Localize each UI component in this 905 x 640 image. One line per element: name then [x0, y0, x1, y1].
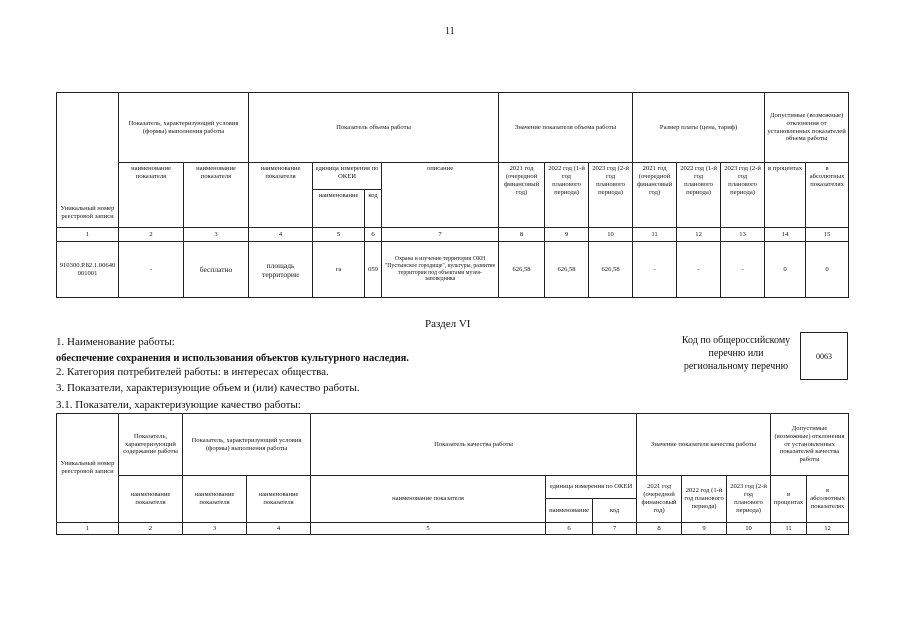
subheader-value-2022: 2022 год (1-й год планового периода) [545, 163, 589, 228]
registry-code-label: Код по общероссийскому перечню или региональному перечню [681, 335, 791, 372]
col-number: 3 [184, 228, 249, 242]
subheader-name-2: наименование показателя [183, 476, 247, 523]
header-unique-number: Уникальный номер реестровой записи [57, 93, 119, 228]
header-conditions: Показатель, характеризующий условия (формы) выполнения работы [119, 93, 249, 163]
col-number: 13 [721, 228, 765, 242]
consumer-category: 2. Категория потребителей работы: в интересах общества. [56, 366, 329, 378]
cell-description: Охрана и изучение территории ОКН "Пустынское городище", культуры, развитие территории под объектами музея-заповедника [382, 242, 499, 298]
work-name-label: 1. Наименование работы: [56, 336, 175, 348]
header-quality-value: Значение показателя качества работы [637, 414, 771, 476]
subheader-percent: в процентах [765, 163, 806, 228]
subheader-value-2023: 2023 год (2-й год планового периода) [589, 163, 633, 228]
col-number: 4 [247, 523, 311, 535]
subheader-fee-2022: 2022 год (1-й год планового периода) [677, 163, 721, 228]
header-volume-value: Значение показателя объема работы [499, 93, 633, 163]
col-number: 14 [765, 228, 806, 242]
subheader-unit-code: код [365, 190, 382, 228]
subheader-name-2: наименование показателя [184, 163, 249, 228]
col-number: 1 [57, 523, 119, 535]
subheader-fee-2021: 2021 год (очередной финансовый год) [633, 163, 677, 228]
col-number: 6 [365, 228, 382, 242]
header-volume-indicator: Показатель объема работы [249, 93, 499, 163]
header-unique-number: Уникальный номер реестровой записи [57, 414, 119, 523]
subheader-unit: единица измерения по ОКЕИ [546, 476, 637, 499]
subheader-absolute: в абсолютных показателях [806, 163, 849, 228]
header-content: Показатель, характеризующий содержание работы [119, 414, 183, 476]
col-number: 1 [57, 228, 119, 242]
col-number: 2 [119, 523, 183, 535]
col-number: 15 [806, 228, 849, 242]
subheader-name-1: наименование показателя [119, 163, 184, 228]
col-number: 8 [637, 523, 682, 535]
subheader-value-2022: 2022 год (1-й год планового периода) [682, 476, 727, 523]
subheader-value-2021: 2021 год (очередной финансовый год) [637, 476, 682, 523]
subheader-unit: единица измерения по ОКЕИ [313, 163, 382, 190]
header-deviations: Допустимые (возможные) отклонения от установленных показателей качества работы [771, 414, 849, 476]
volume-indicators-table [56, 92, 849, 298]
quality-indicators-table [56, 413, 849, 535]
col-number: 3 [183, 523, 247, 535]
subheader-absolute: в абсолютных показателях [807, 476, 849, 523]
col-number: 11 [633, 228, 677, 242]
col-number: 4 [249, 228, 313, 242]
cell-content: - [119, 242, 184, 298]
col-number: 12 [807, 523, 849, 535]
cell-indicator-name: площадь территории [249, 242, 313, 298]
cell-deviation-absolute: 0 [806, 242, 849, 298]
header-fee: Размер платы (цена, тариф) [633, 93, 765, 163]
col-number: 7 [382, 228, 499, 242]
quality-indicators-heading: 3.1. Показатели, характеризующие качество работы: [56, 399, 301, 411]
subheader-unit-name: наименование [546, 499, 593, 523]
cell-value-2022: 626,58 [545, 242, 589, 298]
cell-fee-2022: - [677, 242, 721, 298]
subheader-name-3: наименование показателя [249, 163, 313, 228]
work-name-value: обеспечение сохранения и использования объектов культурного наследия. [56, 353, 409, 364]
subheader-fee-2023: 2023 год (2-й год планового периода) [721, 163, 765, 228]
col-number: 7 [593, 523, 637, 535]
col-number: 10 [589, 228, 633, 242]
col-number: 10 [727, 523, 771, 535]
header-quality-indicator: Показатель качества работы [311, 414, 637, 476]
subheader-unit-name: наименование [313, 190, 365, 228]
subheader-value-2023: 2023 год (2-й год планового периода) [727, 476, 771, 523]
cell-unit-code: 059 [365, 242, 382, 298]
col-number: 9 [545, 228, 589, 242]
cell-value-2021: 626,58 [499, 242, 545, 298]
page-number: 11 [445, 26, 455, 37]
col-number: 6 [546, 523, 593, 535]
cell-value-2023: 626,58 [589, 242, 633, 298]
col-number: 11 [771, 523, 807, 535]
col-number: 8 [499, 228, 545, 242]
subheader-percent: в процентах [771, 476, 807, 523]
subheader-name-1: наименование показателя [119, 476, 183, 523]
header-conditions: Показатель, характеризующий условия (формы) выполнения работы [183, 414, 311, 476]
indicators-heading: 3. Показатели, характеризующие объем и (или) качество работы. [56, 382, 360, 394]
cell-condition: бесплатно [184, 242, 249, 298]
col-number: 5 [311, 523, 546, 535]
subheader-indicator-name: наименование показателя [311, 476, 546, 523]
cell-unit-name: га [313, 242, 365, 298]
cell-deviation-percent: 0 [765, 242, 806, 298]
col-number: 9 [682, 523, 727, 535]
col-number: 2 [119, 228, 184, 242]
registry-code: 910300.Р.82.1.00640001001 [57, 242, 119, 298]
header-deviations: Допустимые (возможные) отклонения от установленных показателей объема работы [765, 93, 849, 163]
cell-fee-2021: - [633, 242, 677, 298]
subheader-name-3: наименование показателя [247, 476, 311, 523]
section-title: Раздел VI [425, 318, 471, 330]
table-row [57, 242, 849, 298]
subheader-value-2021: 2021 год (очередной финансовый год) [499, 163, 545, 228]
cell-fee-2023: - [721, 242, 765, 298]
col-number: 12 [677, 228, 721, 242]
registry-code-value: 0063 [816, 351, 832, 361]
registry-code-box [800, 332, 848, 380]
subheader-unit-code: код [593, 499, 637, 523]
col-number: 5 [313, 228, 365, 242]
subheader-description: описание [382, 163, 499, 228]
